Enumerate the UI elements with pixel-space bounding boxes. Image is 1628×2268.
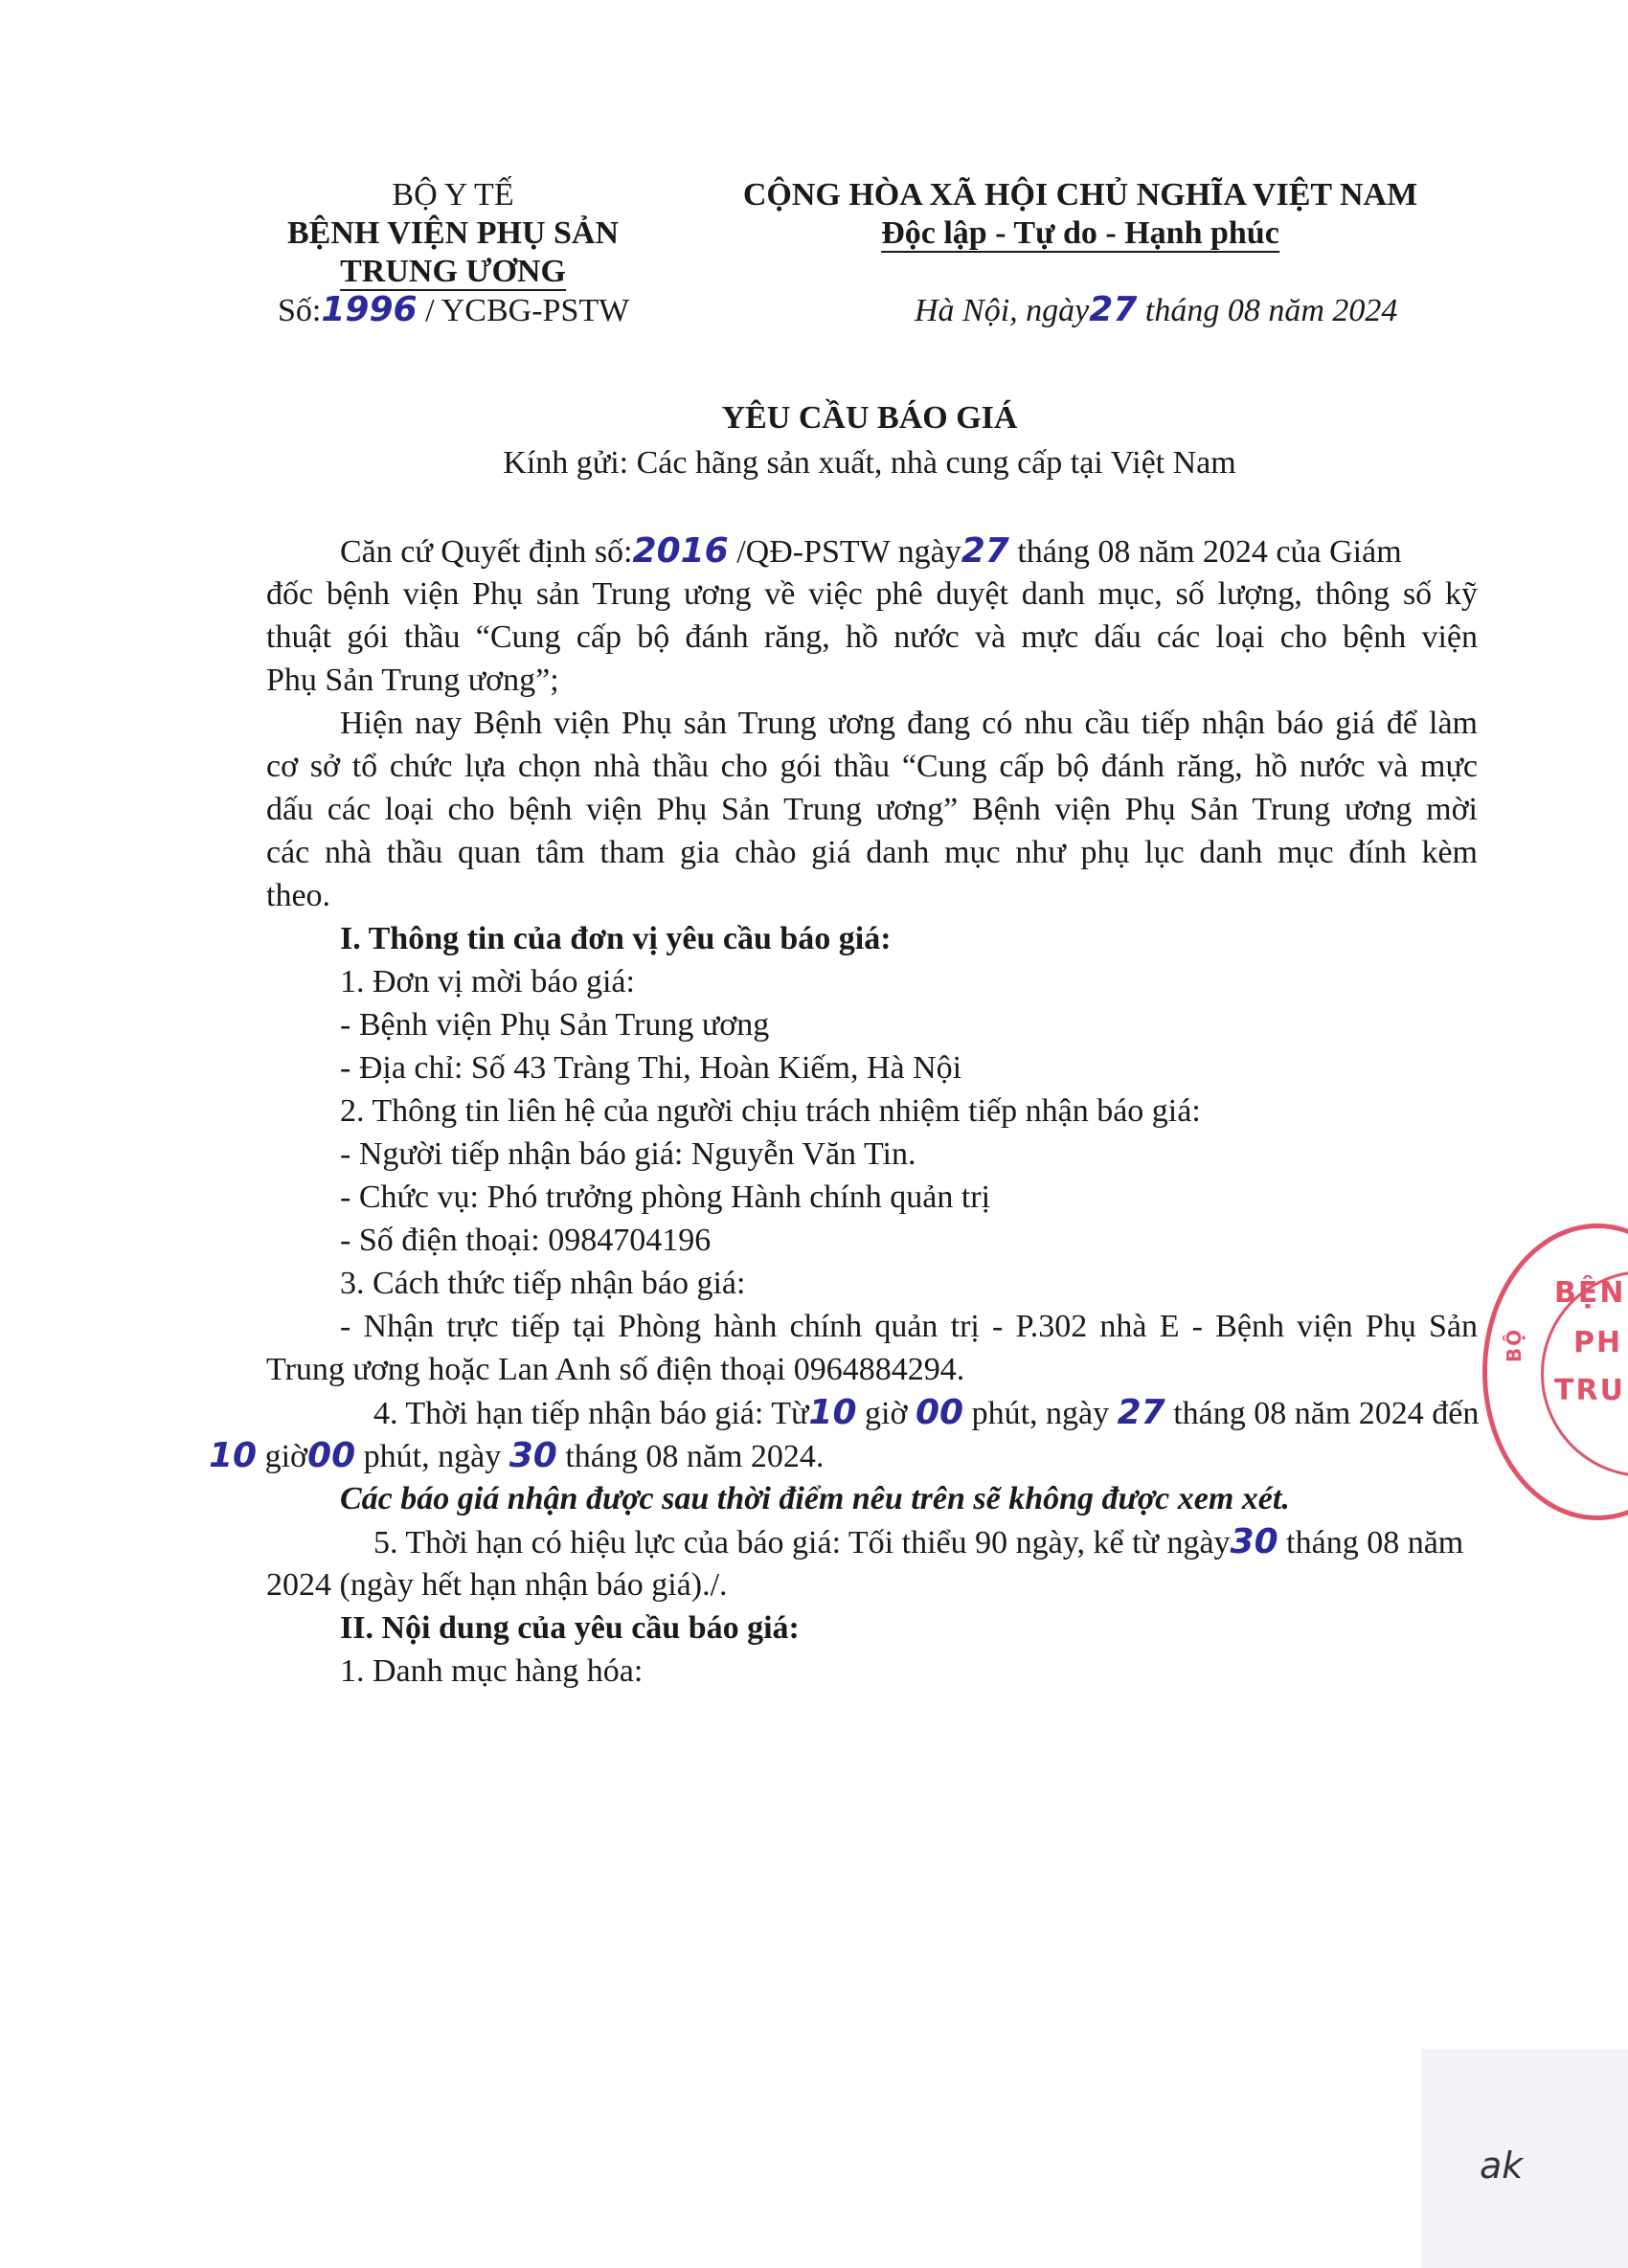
para1-line3: thuật gói thầu “Cung cấp bộ đánh răng, hồ nước và mực dấu các loại cho bệnh viện: [266, 619, 1478, 655]
stamp-text-3: TRU: [1554, 1374, 1625, 1407]
para2-line2: cơ sở tổ chức lựa chọn nhà thầu cho gói thầu “Cung cấp bộ đánh răng, hồ nước và mực: [266, 749, 1478, 784]
para2-line4: các nhà thầu quan tâm tham gia chào giá danh mục như phụ lục danh mục đính kèm: [266, 835, 1478, 870]
stamp-text-2: PH: [1573, 1326, 1623, 1359]
item5-text-a: 5. Thời hạn có hiệu lực của báo giá: Tối thiểu 90 ngày, kể từ ngày: [373, 1525, 1231, 1561]
section1-item2: 2. Thông tin liên hệ của người chịu trách nhiệm tiếp nhận báo giá:: [340, 1093, 1201, 1129]
from-minute-handwritten: 00: [915, 1393, 964, 1432]
section1-method-line1: - Nhận trực tiếp tại Phòng hành chính quản trị - P.302 nhà E - Bệnh viện Phụ Sản: [340, 1309, 1478, 1344]
hospital-name-line2-text: TRUNG ƯƠNG: [340, 254, 566, 289]
doc-number-prefix: Số:: [278, 293, 322, 328]
para1-line4: Phụ Sản Trung ương”;: [266, 662, 559, 698]
from-day-handwritten: 27: [1117, 1393, 1165, 1432]
document-number: [278, 289, 629, 332]
to-hour-handwritten: 10: [209, 1436, 258, 1475]
section2-item1: 1. Danh mục hàng hóa:: [340, 1653, 644, 1689]
item4-text-c: phút, ngày: [971, 1396, 1110, 1431]
ministry-name: BỘ Y TẾ: [392, 177, 514, 213]
para2-line3: dấu các loại cho bệnh viện Phụ Sản Trung ương” Bệnh viện Phụ Sản Trung ương mời: [266, 792, 1478, 827]
para1-line1: [340, 529, 1402, 573]
section1-item4-line1: [373, 1391, 1479, 1435]
section1-item3: 3. Cách thức tiếp nhận báo giá:: [340, 1266, 746, 1301]
doc-number-handwritten: 1996: [321, 290, 418, 329]
date-day-handwritten: 27: [1089, 290, 1138, 329]
item4-text-g: tháng 08 năm 2024.: [565, 1439, 825, 1474]
item4-text-e: giờ: [264, 1439, 308, 1474]
decision-day-handwritten: 27: [961, 531, 1009, 571]
hospital-name-line2: [340, 251, 566, 293]
scan-corner-shade: [1421, 2049, 1628, 2268]
section1-method-line2: Trung ương hoặc Lan Anh số điện thoại 0964884294.: [266, 1352, 965, 1387]
decision-number-handwritten: 2016: [632, 531, 729, 571]
official-stamp: [1482, 1224, 1628, 1520]
national-motto: [881, 213, 1279, 255]
section2-heading: II. Nội dung của yêu cầu báo giá:: [340, 1610, 800, 1646]
date-prefix: Hà Nội, ngày: [915, 293, 1090, 328]
item5-text-b: tháng 08 năm: [1286, 1525, 1464, 1561]
document-title: YÊU CẦU BÁO GIÁ: [721, 400, 1018, 436]
hospital-name-line1: BỆNH VIỆN PHỤ SẢN: [286, 215, 620, 251]
item4-text-d: tháng 08 năm 2024 đến: [1173, 1396, 1480, 1431]
from-hour-handwritten: 10: [808, 1393, 857, 1432]
para1-text-a: Căn cứ Quyết định số:: [340, 534, 633, 570]
stamp-side-text: BỘ: [1503, 1327, 1526, 1363]
section1-item4-line2: [209, 1434, 824, 1478]
section1-org: - Bệnh viện Phụ Sản Trung ương: [340, 1007, 770, 1043]
section1-note: Các báo giá nhận được sau thời điểm nêu trên sẽ không được xem xét.: [340, 1481, 1290, 1516]
section1-position: - Chức vụ: Phó trưởng phòng Hành chính quản trị: [340, 1179, 991, 1215]
item4-text-f: phút, ngày: [363, 1439, 502, 1474]
initials-signature: ak: [1480, 2144, 1524, 2187]
para2-line1: Hiện nay Bệnh viện Phụ sản Trung ương đang có nhu cầu tiếp nhận báo giá để làm: [340, 706, 1478, 741]
section1-receiver: - Người tiếp nhận báo giá: Nguyễn Văn Tin.: [340, 1136, 916, 1172]
national-motto-text: Độc lập - Tự do - Hạnh phúc: [881, 215, 1279, 251]
item4-text-b: giờ: [865, 1396, 908, 1431]
doc-number-suffix: / YCBG-PSTW: [425, 293, 630, 328]
country-name: CỘNG HÒA XÃ HỘI CHỦ NGHĨA VIỆT NAM: [742, 177, 1418, 213]
section1-phone: - Số điện thoại: 0984704196: [340, 1223, 712, 1258]
para1-line2: đốc bệnh viện Phụ sản Trung ương về việc phê duyệt danh mục, số lượng, thông số kỹ: [266, 576, 1478, 612]
expiry-day-handwritten: 30: [1230, 1522, 1278, 1561]
section1-item5-line1: [373, 1520, 1463, 1564]
item4-text-a: 4. Thời hạn tiếp nhận báo giá: Từ: [373, 1396, 809, 1431]
recipient-line: Kính gửi: Các hãng sản xuất, nhà cung cấp tại Việt Nam: [503, 445, 1236, 481]
place-date: [915, 289, 1397, 332]
stamp-text-1: BỆN: [1554, 1276, 1626, 1310]
para1-text-b: /QĐ-PSTW ngày: [736, 534, 961, 570]
to-minute-handwritten: 00: [307, 1436, 356, 1475]
para1-text-c: tháng 08 năm 2024 của Giám: [1017, 534, 1402, 570]
to-day-handwritten: 30: [509, 1436, 557, 1475]
para2-line5: theo.: [266, 878, 331, 913]
date-suffix: tháng 08 năm 2024: [1144, 293, 1398, 328]
section1-item5-line2: 2024 (ngày hết hạn nhận báo giá)./.: [266, 1567, 728, 1603]
section1-item1: 1. Đơn vị mời báo giá:: [340, 964, 635, 999]
section1-address: - Địa chỉ: Số 43 Tràng Thi, Hoàn Kiếm, Hà Nội: [340, 1050, 962, 1086]
section1-heading: I. Thông tin của đơn vị yêu cầu báo giá:: [340, 921, 892, 956]
